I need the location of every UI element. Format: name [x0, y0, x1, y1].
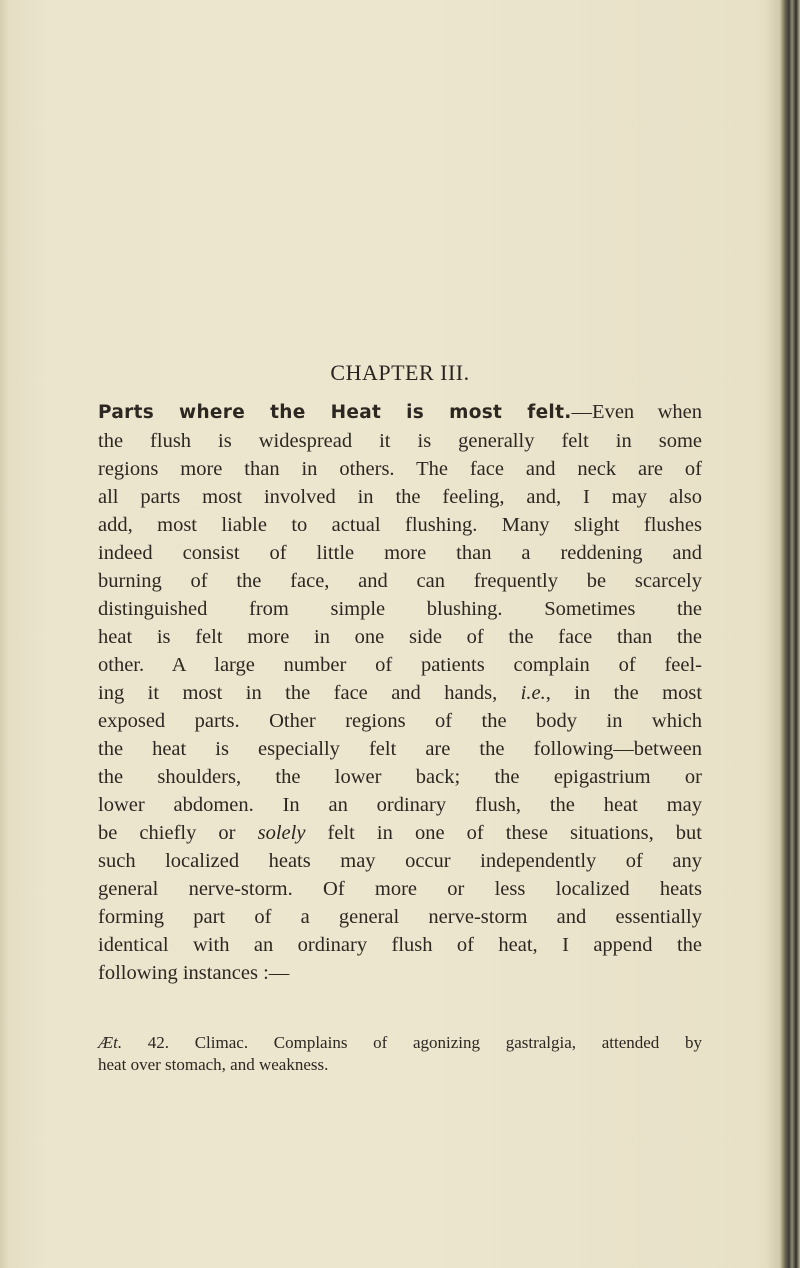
text-line-18: general nerve-storm. Of more or less localized heats: [98, 878, 702, 900]
text-line-7: burning of the face, and can frequently be scarcely: [98, 570, 702, 592]
book-binding-edge: [780, 0, 800, 1268]
text-line-19: forming part of a general nerve-storm and essentially: [98, 906, 702, 928]
text-line-17: such localized heats may occur independently of any: [98, 850, 702, 872]
section-body: [98, 398, 702, 987]
text-line-9: heat is felt more in one side of the face than the: [98, 626, 702, 648]
italic-ie: i.e.: [520, 682, 546, 704]
text-line-3: regions more than in others. The face and neck are of: [98, 458, 702, 480]
text-line-14: the shoulders, the lower back; the epigastrium or: [98, 766, 702, 788]
section-heading: Parts where the Heat is most felt.: [98, 402, 572, 423]
text-line-16-before: be chiefly or: [98, 822, 258, 844]
text-line-11-after: , in the most: [545, 682, 703, 704]
case-note-line-1: [98, 1032, 702, 1054]
text-line-10: other. A large number of patients complain of feel-: [98, 654, 702, 676]
text-line-5: add, most liable to actual flushing. Many slight flushes: [98, 514, 702, 536]
case-note-line-2: heat over stomach, and weakness.: [98, 1055, 329, 1074]
case-note: [98, 1032, 702, 1076]
text-line-12: exposed parts. Other regions of the body in which: [98, 710, 702, 732]
text-line-1-rest: —Even when: [571, 401, 702, 423]
text-line-11: [98, 679, 702, 707]
text-line-6: indeed consist of little more than a reddening and: [98, 542, 702, 564]
text-line-8: distinguished from simple blushing. Sometimes the: [98, 598, 702, 620]
text-line-13: the heat is especially felt are the following—between: [98, 738, 702, 760]
text-line-21: following instances :—: [98, 962, 290, 984]
case-note-line-1-rest: 42. Climac. Complains of agonizing gastralgia, attended by: [122, 1033, 702, 1052]
text-line-11-before: ing it most in the face and hands,: [98, 682, 521, 704]
gutter-shadow: [766, 0, 780, 1268]
text-line-1: [98, 398, 702, 427]
chapter-heading: CHAPTER III.: [330, 360, 470, 385]
case-note-label: Æt.: [98, 1033, 123, 1052]
italic-solely: solely: [257, 822, 306, 844]
text-line-20: identical with an ordinary flush of heat, I append the: [98, 934, 702, 956]
text-line-15: lower abdomen. In an ordinary flush, the heat may: [98, 794, 702, 816]
text-line-16: [98, 819, 702, 847]
text-line-16-after: felt in one of these situations, but: [305, 822, 703, 844]
text-line-4: all parts most involved in the feeling, and, I may also: [98, 486, 702, 508]
text-line-2: the flush is widespread it is generally felt in some: [98, 430, 702, 452]
page-left-edge: [0, 0, 10, 1268]
